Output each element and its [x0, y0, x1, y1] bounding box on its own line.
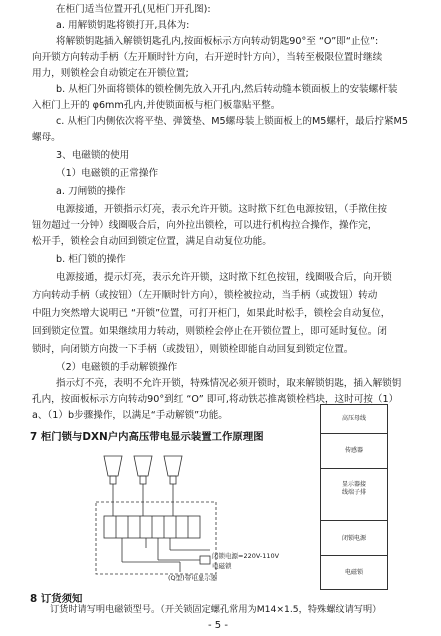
- wiring-diagram: [80, 444, 320, 589]
- section-8-title: 8 订货须知: [30, 593, 83, 605]
- text-line-15: 松开手，锁栓会自动回到锁定位置，满足自动复位功能。: [32, 236, 272, 247]
- box-lock: 电磁锁: [344, 569, 363, 576]
- text-line-19: 中阻力突然增大说明已 “开锁”位置，可打开柜门，如果此时松手，锁栓会自动复位，: [32, 308, 391, 319]
- text-line-6: b. 从柜门外面将锁体的锁栓侧先放入开孔内,然后转动缝本锁面板上的安装螺杆装: [56, 84, 398, 95]
- text-line-7: 入柜门上开的 φ6mm孔内,并使锁面板与柜门板靠贴平整。: [32, 100, 281, 111]
- text-line-22: （2）电磁锁的手动解锁操作: [56, 362, 178, 373]
- box-supply: 闭锁电源: [321, 522, 387, 556]
- text-line-3: 将解锁钥匙插入解锁钥匙孔内,按面板标示方向转动钥匙90°至 “O”即“止位”:: [56, 36, 379, 47]
- text-line-4: 向开锁方向转动手柄（左开顺时针方向，右开逆时针方向），当转至极限位置时继续: [32, 52, 383, 63]
- box-sensor: 传感器: [321, 434, 387, 469]
- text-line-20: 回到锁定位置。如果继续用力转动，则锁栓会停止在开锁位置上，即可延时复位。闭: [32, 326, 387, 337]
- text-line-18: 方向转动手柄（或按钮）（左开顺时针方向），锁栓被拉动，当手柄（或拨钮）转动: [32, 290, 378, 301]
- supply-label: 闭锁电源=220V-110V: [212, 552, 280, 560]
- section-8-text: 订货时请写明电磁锁型号。（开关锁固定螺孔常用为M14×1.5，特殊螺纹请写明）: [50, 604, 382, 615]
- text-line-25: a、（1）b步骤操作，以满足“手动解锁”功能。: [32, 410, 228, 421]
- text-line-17: 电源接通，提示灯亮，表示允许开锁，这时揿下红色按钮，线圈吸合后，向开锁: [56, 272, 392, 283]
- text-line-9: 螺母。: [32, 132, 61, 143]
- text-line-2: a. 用解锁钥匙将锁打开,具体为:: [56, 20, 190, 31]
- box-busbar: 高压母线: [321, 405, 387, 434]
- text-line-21: 锁时，向闭锁方向拨一下手柄（或拨钮），则锁栓即能自动回复到锁定位置。: [32, 344, 354, 355]
- text-line-5: 用力，则锁栓会自动锁定在开锁位置;: [32, 68, 189, 79]
- text-line-8: c. 从柜门内侧依次将平垫、弹簧垫、M5螺母装上锁面板上的M5螺杆，最后拧紧M5: [56, 116, 408, 127]
- display-label: (Q型)带电显示器: [168, 574, 218, 582]
- text-line-24: 孔内，按面板标示方向转动90°到红 “O” 即可,将动铁芯推离锁栓档块，这时可按（1）: [32, 394, 399, 405]
- text-line-1: 在柜门适当位置开孔(见柜门开孔图):: [56, 4, 211, 15]
- text-line-12: a. 刀闸锁的操作: [56, 186, 126, 197]
- text-line-16: b. 柜门锁的操作: [56, 254, 126, 265]
- box-terminal: 显示器接 线端子排: [321, 469, 387, 521]
- lock-label: 电磁锁: [212, 562, 232, 570]
- section-7-title: 7 柜门锁与DXN户内高压带电显示装置工作原理图: [30, 431, 264, 443]
- text-line-10: 3、电磁锁的使用: [56, 150, 130, 161]
- text-line-14: 钮勿超过一分钟）线圈吸合后，向外拉出锁栓，可以进行机构拉合操作，操作完，: [32, 220, 378, 231]
- page-number: - 5 -: [208, 620, 228, 631]
- text-line-13: 电源接通，开锁指示灯亮，表示允许开锁。这时揿下红色电源按钮，（手揿住按: [56, 204, 387, 215]
- text-line-23: 指示灯不亮，表明不允许开锁，特殊情况必须开锁时，取来解锁钥匙，插入解锁钥: [56, 378, 402, 389]
- component-column: [320, 404, 388, 590]
- text-line-11: （1）电磁锁的正常操作: [56, 168, 159, 179]
